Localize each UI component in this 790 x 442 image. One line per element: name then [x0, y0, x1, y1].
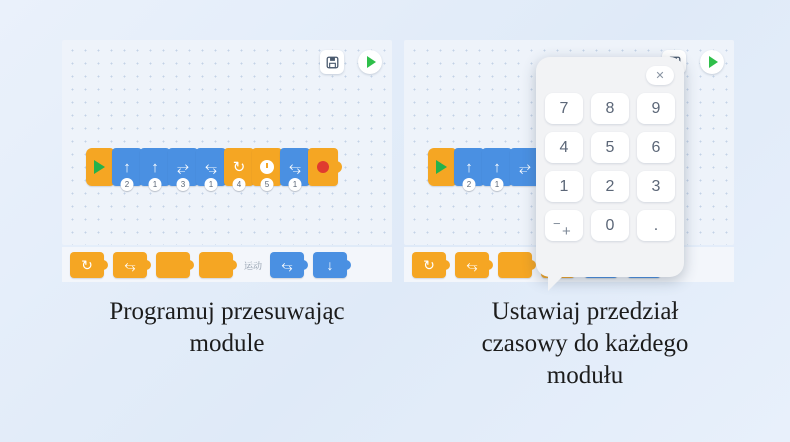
- palette-strip: [70, 252, 356, 278]
- green-flag-icon: [436, 160, 447, 174]
- key-1[interactable]: 1: [545, 171, 583, 202]
- palette-category-label: 运动: [244, 260, 263, 271]
- play-icon[interactable]: [700, 50, 724, 74]
- turn-left-icon: ⥃: [124, 256, 136, 273]
- key-plus-minus[interactable]: [545, 210, 583, 241]
- key-6[interactable]: 6: [637, 132, 675, 163]
- palette-block-stop[interactable]: [156, 252, 190, 278]
- close-icon[interactable]: ✕: [646, 66, 674, 85]
- block-green-flag[interactable]: [428, 148, 456, 186]
- save-icon[interactable]: [320, 50, 344, 74]
- clock-icon: [260, 160, 274, 174]
- palette-block-turn-left-blue[interactable]: [270, 252, 304, 278]
- loop-icon: ↻: [81, 256, 93, 273]
- keypad-pointer: [548, 275, 564, 291]
- program-block-strip-left[interactable]: [86, 148, 336, 189]
- palette-block-stop[interactable]: [498, 252, 532, 278]
- palette-block-arrow-down[interactable]: [313, 252, 347, 278]
- key-2[interactable]: 2: [591, 171, 629, 202]
- key-0[interactable]: 0: [591, 210, 629, 241]
- palette-block-loop[interactable]: [412, 252, 446, 278]
- app-panel-left: [62, 40, 392, 282]
- block-turn-right[interactable]: [168, 148, 198, 189]
- plus-label: +: [562, 223, 571, 240]
- block-arrow-up[interactable]: [482, 148, 512, 189]
- turn-left-icon: ⥃: [281, 256, 293, 273]
- numeric-keypad-popover[interactable]: [536, 57, 684, 277]
- block-arrow-up[interactable]: [454, 148, 484, 189]
- block-badge: 5: [261, 178, 274, 191]
- palette-block-turn-left[interactable]: [455, 252, 489, 278]
- block-turn-left[interactable]: [280, 148, 310, 189]
- caption-right: Ustawiaj przedział czasowy do każdego modułu: [481, 298, 689, 389]
- program-canvas-left[interactable]: [62, 40, 392, 245]
- palette-block-loop[interactable]: [70, 252, 104, 278]
- arrow-up-icon: ↑: [493, 158, 501, 176]
- block-palette-left[interactable]: [62, 247, 392, 282]
- stop-dot-icon: [317, 161, 329, 173]
- turn-right-icon: ⥂: [518, 158, 531, 176]
- key-4[interactable]: 4: [545, 132, 583, 163]
- arrow-up-icon: ↑: [151, 158, 159, 176]
- keypad-keys: [545, 93, 675, 241]
- turn-left-icon: ⥃: [288, 158, 301, 176]
- block-badge: 1: [205, 178, 218, 191]
- block-green-flag[interactable]: [86, 148, 114, 186]
- play-icon[interactable]: [358, 50, 382, 74]
- block-stop[interactable]: [308, 148, 338, 186]
- green-flag-icon: [94, 160, 105, 174]
- arrow-up-icon: ↑: [123, 158, 131, 176]
- app-panel-right: [404, 40, 734, 282]
- minus-label: −: [553, 216, 561, 231]
- key-8[interactable]: 8: [591, 93, 629, 124]
- turn-right-icon: ⥂: [176, 158, 189, 176]
- block-badge: 2: [463, 178, 476, 191]
- key-7[interactable]: 7: [545, 93, 583, 124]
- block-badge: 3: [177, 178, 190, 191]
- block-loop[interactable]: [224, 148, 254, 189]
- block-badge: 1: [149, 178, 162, 191]
- key-decimal[interactable]: .: [637, 210, 675, 241]
- block-badge: 4: [233, 178, 246, 191]
- caption-left: Programuj przesuwając module: [109, 298, 345, 357]
- turn-left-icon: ⥃: [466, 256, 478, 273]
- turn-left-icon: ⥃: [204, 158, 217, 176]
- block-clock[interactable]: [252, 148, 282, 189]
- palette-block-turn-left[interactable]: [113, 252, 147, 278]
- arrow-up-icon: ↑: [465, 158, 473, 176]
- key-5[interactable]: 5: [591, 132, 629, 163]
- play-triangle: [367, 56, 376, 68]
- loop-icon: ↻: [423, 256, 435, 273]
- arrow-down-icon: ↓: [326, 257, 334, 273]
- palette-block-clock[interactable]: [199, 252, 233, 278]
- block-badge: 1: [289, 178, 302, 191]
- loop-icon: ↻: [232, 158, 246, 176]
- block-badge: 1: [491, 178, 504, 191]
- key-3[interactable]: 3: [637, 171, 675, 202]
- play-triangle: [709, 56, 718, 68]
- key-9[interactable]: 9: [637, 93, 675, 124]
- block-arrow-up[interactable]: [140, 148, 170, 189]
- block-arrow-up[interactable]: [112, 148, 142, 189]
- block-turn-left[interactable]: [196, 148, 226, 189]
- block-badge: 2: [121, 178, 134, 191]
